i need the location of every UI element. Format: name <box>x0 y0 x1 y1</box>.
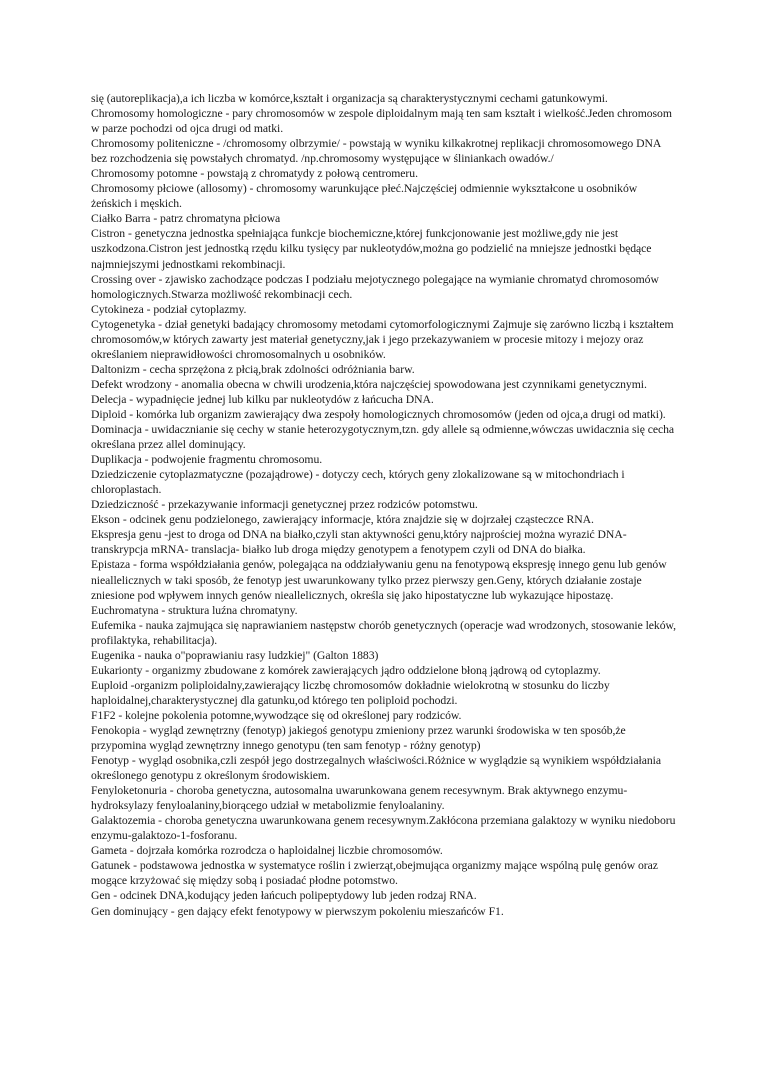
entry-dziedziczenie-cytoplazmatyczne: Dziedziczenie cytoplazmatyczne (pozajądrowe) - dotyczy cech, których geny zlokalizowane są w mitochondriach i chloroplastach. <box>91 468 625 497</box>
entry-fenyloketonuria: Fenyloketonuria - choroba genetyczna, autosomalna uwarunkowana genem recesywnym. Brak aktywnego enzymu-hydroksylazy fenyloalaniny,biorącego udział w metabolizmie fenyloalaniny. <box>91 784 628 813</box>
entry-eugenika: Eugenika - nauka o"poprawianiu rasy ludzkiej" (Galton 1883) <box>91 648 379 662</box>
entry-euploid: Euploid -organizm poliploidalny,zawierający liczbę chromosomów dokładnie wielokrotną w stosunku do liczby haploidalnej,charakterystycznej dla gatunku,od którego ten poliploid pochodzi. <box>91 678 610 707</box>
entry-fenotyp: Fenotyp - wygląd osobnika,czli zespół jego dostrzegalnych właściwości.Różnice w wyglądzie są wynikiem współdziałania określonego genotypu z określonym środowiskiem. <box>91 754 661 783</box>
entry-cistron: Cistron - genetyczna jednostka spełniająca funkcje biochemiczne,której funkcjonowanie jest możliwe,gdy nie jest uszkodzona.Cistron jest jednostką rzędu kilku tysięcy par nukleotydów,można go podzielić na mniejsze jednostki będące najmniejszymi jednostkami rekombinacji. <box>91 227 652 271</box>
entry-delecja: Delecja - wypadnięcie jednej lub kilku par nukleotydów z łańcucha DNA. <box>91 392 434 406</box>
entry-daltonizm: Daltonizm - cecha sprzężona z płcią,brak zdolności odróżniania barw. <box>91 362 415 376</box>
entry-epistaza: Epistaza - forma współdziałania genów, polegająca na oddziaływaniu genu na fenotypową ekspresję innego genu lub genów nieallelicznych w taki sposób, że fenotyp jest uwarunkowany tylko przez pierwszy gen.Geny, których działanie zostaje zniesione pod wpływem innych genów nieallelicznych, określa się jako hipostatyczne lub wykazujące hipostazę. <box>91 558 667 602</box>
entry-gameta: Gameta - dojrzała komórka rozrodcza o haploidalnej liczbie chromosomów. <box>91 844 443 858</box>
entry-crossing-over: Crossing over - zjawisko zachodzące podczas I podziału mejotycznego polegające na wymianie chromatyd chromosomów homologicznych.Stwarza możliwość rekombinacji cech. <box>91 272 659 301</box>
entry-gatunek: Gatunek - podstawowa jednostka w systematyce roślin i zwierząt,obejmująca organizmy mające wspólną pulę genów oraz mogące krzyżować się między sobą i posiadać płodne potomstwo. <box>91 859 658 888</box>
entry-euchromatyna: Euchromatyna - struktura luźna chromatyny. <box>91 603 298 617</box>
entry-chromosomy-politeniczne: Chromosomy politeniczne - /chromosomy olbrzymie/ - powstają w wyniku kilkakrotnej replikacji chromosomowego DNA bez rozchodzenia się powstałych chromatyd. /np.chromosomy występujące w śliniankach owadów./ <box>91 137 661 166</box>
entry-f1f2: F1F2 - kolejne pokolenia potomne,wywodzące się od określonej pary rodziców. <box>91 708 462 722</box>
entry-ekspresja-genu: Ekspresja genu -jest to droga od DNA na białko,czyli stan aktywności genu,który najprościej można wyrazić DNA- transkrypcja mRNA- translacja- białko lub droga między genotypem a fenotypem czyli od DNA do białka. <box>91 528 627 557</box>
entry-galaktozemia: Galaktozemia - choroba genetyczna uwarunkowana genem recesywnym.Zakłócona przemiana galaktozy w wyniku niedoboru enzymu-galaktozo-1-fosforanu. <box>91 814 676 843</box>
entry-diploid: Diploid - komórka lub organizm zawierający dwa zespoły homologicznych chromosomów (jeden od ojca,a drugi od matki). <box>91 407 666 421</box>
entry-chromosomy-potomne: Chromosomy potomne - powstają z chromatydy z połową centromeru. <box>91 167 418 181</box>
entry-eufemika: Eufemika - nauka zajmująca się naprawianiem następstw chorób genetycznych (operacje wad wrodzonych, stosowanie leków, profilaktyka, rehabilitacja). <box>91 618 677 647</box>
entry-eukarionty: Eukarionty - organizmy zbudowane z komórek zawierających jądro oddzielone błoną jądrową od cytoplazmy. <box>91 663 601 677</box>
entry-defekt-wrodzony: Defekt wrodzony - anomalia obecna w chwili urodzenia,która najczęściej spowodowana jest czynnikami genetycznymi. <box>91 377 647 391</box>
entry-fenokopia: Fenokopia - wygląd zewnętrzny (fenotyp) jakiegoś genotypu zmieniony przez warunki środowiska w ten sposób,że przypomina wygląd zewnętrzny innego genotypu (ten sam fenotyp - różny genotyp) <box>91 723 626 753</box>
entry-dominacja: Dominacja - uwidacznianie się cechy w stanie heterozygotycznym,tzn. gdy allele są odmienne,wówczas uwidacznia się cecha określana przez allel dominujący. <box>91 423 675 452</box>
document-body <box>91 91 676 919</box>
entry-gen: Gen - odcinek DNA,kodujący jeden łańcuch polipeptydowy lub jeden rodzaj RNA. <box>91 889 477 903</box>
entry-ekson: Ekson - odcinek genu podzielonego, zawierający informacje, która znajdzie się w dojrzałej cząsteczce RNA. <box>91 513 594 527</box>
entry-cialko-barra: Ciałko Barra - patrz chromatyna płciowa <box>91 212 281 226</box>
entry-autoreplikacja: się (autoreplikacja),a ich liczba w komórce,kształt i organizacja są charakterystycznymi cechami gatunkowymi. <box>91 92 608 105</box>
entry-duplikacja: Duplikacja - podwojenie fragmentu chromosomu. <box>91 453 323 467</box>
entry-cytogenetyka: Cytogenetyka - dział genetyki badający chromosomy metodami cytomorfologicznymi Zajmuje się zarówno liczbą i kształtem chromosomów,w których zawarty jest materiał genetyczny,jak i jego przekazywaniem w procesie mitozy i mejozy oraz określaniem nieprawidłowości chromosomalnych u osobników. <box>91 317 674 361</box>
entry-chromosomy-homologiczne: Chromosomy homologiczne - pary chromosomów w zespole diploidalnym mają ten sam kształt i wielkość.Jeden chromosom w parze pochodzi od ojca drugi od matki. <box>91 107 672 136</box>
entry-chromosomy-plciowe: Chromosomy płciowe (allosomy) - chromosomy warunkujące płeć.Najczęściej odmiennie wykształcone u osobników żeńskich i męskich. <box>91 182 638 211</box>
entry-gen-dominujacy: Gen dominujący - gen dający efekt fenotypowy w pierwszym pokoleniu mieszańców F1. <box>91 904 504 918</box>
entry-cytokineza: Cytokineza - podział cytoplazmy. <box>91 302 247 316</box>
entry-dziedzicznosc: Dziedziczność - przekazywanie informacji genetycznej przez rodziców potomstwu. <box>91 498 478 512</box>
